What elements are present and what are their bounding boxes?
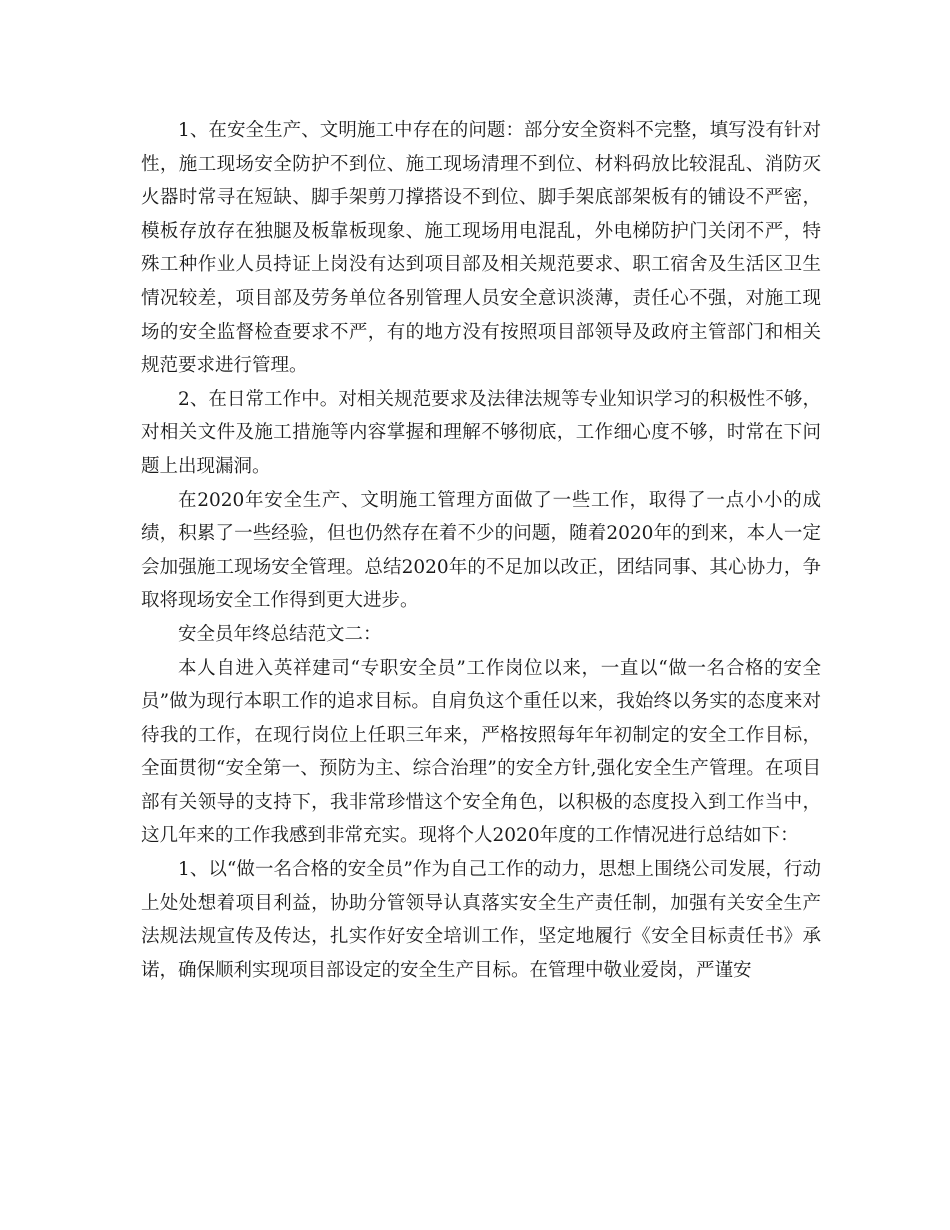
paragraph-year-summary: 在2020年安全生产、文明施工管理方面做了一些工作，取得了一点小小的成绩，积累了一些经验，但也仍然存在着不少的问题，随着2020年的到来，本人一定会加强施工现场安全管理。总结2020年的不足加以改正，团结同事、其心协力，争取将现场安全工作得到更大进步。 <box>141 489 821 612</box>
paragraph-safety-problems: 1、在安全生产、文明施工中存在的问题：部分安全资料不完整，填写没有针对性，施工现场安全防护不到位、施工现场清理不到位、材料码放比较混乱、消防灭火器时常寻在短缺、脚手架剪刀撑搭设不到位、脚手架底部架板有的铺设不严密，模板存放存在独腿及板靠板现象、施工现场用电混乱，外电梯防护门关闭不严，特殊工种作业人员持证上岗没有达到项目部及相关规范要求、职工宿舍及生活区卫生情况较差，项目部及劳务单位各别管理人员安全意识淡薄，责任心不强，对施工现场的安全监督检查要求不严，有的地方没有按照项目部领导及政府主管部门和相关规范要求进行管理。 <box>141 120 821 377</box>
paragraph-daily-work: 2、在日常工作中。对相关规范要求及法律法规等专业知识学习的积极性不够，对相关文件及施工措施等内容掌握和理解不够彻底，工作细心度不够，时常在下问题上出现漏洞。 <box>141 388 821 477</box>
document-body <box>141 114 821 987</box>
paragraph-point-one: 1、以“做一名合格的安全员”作为自己工作的动力，思想上围绕公司发展，行动上处处想着项目利益，协助分管领导认真落实安全生产责任制，加强有关安全生产法规法规宣传及传达，扎实作好安全培训工作，坚定地履行《安全目标责任书》承诺，确保顺利实现项目部设定的安全生产目标。在管理中敬业爱岗，严谨安 <box>141 859 821 981</box>
paragraph-introduction: 本人自进入英祥建司“专职安全员”工作岗位以来，一直以“做一名合格的安全员”做为现行本职工作的追求目标。自肩负这个重任以来，我始终以务实的态度来对待我的工作，在现行岗位上任职三年来，严格按照每年年初制定的安全工作目标，全面贯彻“安全第一、预防为主、综合治理”的安全方针,强化安全生产管理。在项目部有关领导的支持下，我非常珍惜这个安全角色，以积极的态度投入到工作当中，这几年来的工作我感到非常充实。现将个人2020年度的工作情况进行总结如下： <box>141 657 821 847</box>
section-heading: 安全员年终总结范文二： <box>178 623 382 645</box>
